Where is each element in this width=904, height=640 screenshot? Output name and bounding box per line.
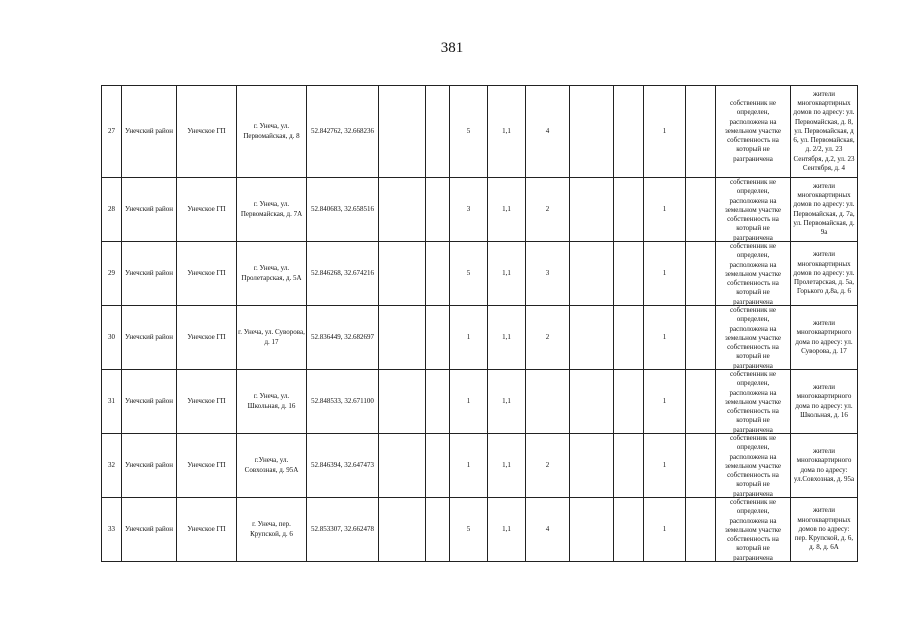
cell-address-text: г. Унеча, ул. Первомайская, д. 8 <box>243 122 300 140</box>
cell-residents-text: жители многоквартирных домов по адресу: ул. Первомайская, д. 8, ул. Первомайская, д 6, ул. Первомайская, д. 2/2, ул. 23 Сентября, д.2, ул. 23 Сентября, д. 4 <box>793 89 855 173</box>
cell-owner <box>716 242 791 306</box>
cell-empty <box>614 306 644 370</box>
cell-quantity <box>644 498 686 562</box>
cell-coordinates-text: 52.836449, 32.682697 <box>311 332 374 341</box>
cell-empty <box>686 370 716 434</box>
cell-settlement-text: Унечское ГП <box>187 268 226 277</box>
cell-coordinates-text: 52.848533, 32.671100 <box>311 396 374 405</box>
cell-area <box>488 434 526 498</box>
cell-container-count-text: 2 <box>545 332 550 341</box>
cell-owner-text: собственник не определен, расположена на земельном участке собственность на который не разграничена <box>724 242 781 305</box>
cell-row-number <box>102 434 122 498</box>
cell-empty <box>426 178 450 242</box>
cell-row-number-text: 28 <box>108 204 115 213</box>
cell-settlement-text: Унечское ГП <box>187 332 226 341</box>
cell-count <box>450 434 488 498</box>
cell-quantity-text: 1 <box>662 332 667 341</box>
cell-settlement <box>177 434 237 498</box>
cell-district <box>122 178 177 242</box>
cell-coordinates <box>307 86 379 178</box>
cell-empty <box>426 434 450 498</box>
cell-empty <box>614 86 644 178</box>
table-row <box>102 242 858 306</box>
cell-address <box>237 498 307 562</box>
cell-address <box>237 86 307 178</box>
cell-coordinates-text: 52.846268, 32.674216 <box>311 268 374 277</box>
cell-owner <box>716 434 791 498</box>
cell-count <box>450 306 488 370</box>
cell-district <box>122 434 177 498</box>
cell-address-text: г. Унеча, пер. Крупской, д. 6 <box>250 520 293 538</box>
cell-count <box>450 498 488 562</box>
cell-count-text: 5 <box>466 524 471 533</box>
cell-empty <box>686 178 716 242</box>
cell-container-count <box>526 178 570 242</box>
cell-district-text: Унечский район <box>125 332 173 341</box>
table-row <box>102 498 858 562</box>
cell-owner-text: собственник не определен, расположена на земельном участке собственность на который не разграничена <box>724 370 781 433</box>
cell-row-number <box>102 242 122 306</box>
cell-settlement <box>177 306 237 370</box>
cell-address-text: г. Унеча, ул. Пролетарская, д. 5А <box>241 264 302 282</box>
cell-count <box>450 242 488 306</box>
cell-row-number <box>102 370 122 434</box>
cell-empty <box>379 434 426 498</box>
cell-coordinates <box>307 306 379 370</box>
cell-residents-text: жители многоквартирного дома по адресу: ул.Совхозная, д. 95а <box>793 446 855 483</box>
cell-residents <box>791 242 858 306</box>
table-row <box>102 178 858 242</box>
cell-row-number <box>102 86 122 178</box>
cell-area <box>488 498 526 562</box>
cell-row-number-text: 32 <box>108 460 115 469</box>
cell-coordinates <box>307 178 379 242</box>
cell-container-count <box>526 434 570 498</box>
cell-row-number-text: 27 <box>108 126 115 135</box>
cell-empty <box>614 370 644 434</box>
cell-address <box>237 306 307 370</box>
cell-area-text: 1,1 <box>502 268 511 277</box>
cell-address <box>237 242 307 306</box>
cell-empty <box>426 306 450 370</box>
cell-residents-text: жители многоквартирных домов по адресу: ул. Первомайская, д. 7а, ул. Первомайская, д. 9а <box>793 181 855 237</box>
cell-empty <box>426 242 450 306</box>
cell-empty <box>379 498 426 562</box>
cell-owner-text: собственник не определен, расположена на земельном участке собственность на который не разграничена <box>724 98 781 163</box>
cell-owner-text: собственник не определен, расположена на земельном участке собственность на который не разграничена <box>724 434 781 497</box>
cell-quantity-text: 1 <box>662 460 667 469</box>
cell-district-text: Унечский район <box>125 396 173 405</box>
cell-area-text: 1,1 <box>502 126 511 135</box>
cell-owner <box>716 306 791 370</box>
cell-count-text: 1 <box>466 460 471 469</box>
cell-district-text: Унечский район <box>125 126 173 135</box>
cell-district <box>122 370 177 434</box>
cell-empty <box>686 242 716 306</box>
cell-row-number-text: 30 <box>108 332 115 341</box>
cell-district <box>122 498 177 562</box>
cell-residents <box>791 178 858 242</box>
cell-row-number-text: 29 <box>108 268 115 277</box>
cell-address <box>237 370 307 434</box>
registry-table <box>101 85 858 562</box>
cell-container-count-text: 3 <box>545 268 550 277</box>
cell-area <box>488 306 526 370</box>
cell-settlement <box>177 86 237 178</box>
cell-residents <box>791 306 858 370</box>
cell-container-count-text: 2 <box>545 460 550 469</box>
cell-address <box>237 178 307 242</box>
cell-row-number <box>102 306 122 370</box>
cell-count <box>450 86 488 178</box>
cell-row-number-text: 33 <box>108 524 115 533</box>
cell-coordinates <box>307 242 379 306</box>
table-row <box>102 86 858 178</box>
cell-district <box>122 86 177 178</box>
cell-count-text: 3 <box>466 204 471 213</box>
cell-district-text: Унечский район <box>125 268 173 277</box>
page-number: 381 <box>440 40 464 56</box>
cell-settlement-text: Унечское ГП <box>187 126 226 135</box>
cell-district <box>122 306 177 370</box>
cell-empty <box>379 306 426 370</box>
cell-empty <box>686 434 716 498</box>
cell-empty <box>686 86 716 178</box>
cell-owner <box>716 370 791 434</box>
cell-owner <box>716 86 791 178</box>
cell-empty <box>570 370 614 434</box>
cell-quantity <box>644 306 686 370</box>
cell-area <box>488 86 526 178</box>
cell-address <box>237 434 307 498</box>
cell-area-text: 1,1 <box>502 524 511 533</box>
cell-area-text: 1,1 <box>502 204 511 213</box>
cell-settlement <box>177 370 237 434</box>
cell-empty <box>614 498 644 562</box>
cell-quantity <box>644 434 686 498</box>
cell-quantity <box>644 242 686 306</box>
cell-address-text: г. Унеча, ул. Школьная, д. 16 <box>247 392 296 410</box>
cell-container-count <box>526 306 570 370</box>
cell-coordinates-text: 52.840683, 32.658516 <box>311 204 374 213</box>
cell-district-text: Унечский район <box>125 460 173 469</box>
cell-coordinates <box>307 498 379 562</box>
cell-quantity-text: 1 <box>662 126 667 135</box>
cell-settlement <box>177 178 237 242</box>
cell-empty <box>614 434 644 498</box>
cell-container-count-text: 2 <box>545 204 550 213</box>
cell-count <box>450 370 488 434</box>
cell-empty <box>426 86 450 178</box>
cell-owner <box>716 498 791 562</box>
registry-rows <box>102 86 858 562</box>
cell-owner-text: собственник не определен, расположена на земельном участке собственность на который не разграничена <box>724 306 781 369</box>
cell-empty <box>570 306 614 370</box>
cell-coordinates-text: 52.853307, 32.662478 <box>311 524 374 533</box>
table-row <box>102 434 858 498</box>
cell-area-text: 1,1 <box>502 396 511 405</box>
cell-quantity <box>644 178 686 242</box>
cell-address-text: г.Унеча, ул. Совхозная, д. 95А <box>244 456 299 474</box>
cell-empty <box>614 242 644 306</box>
cell-area <box>488 242 526 306</box>
cell-container-count-text: 4 <box>545 524 550 533</box>
cell-quantity-text: 1 <box>662 396 667 405</box>
cell-residents-text: жители многоквартирного дома по адресу: ул. Суворова, д. 17 <box>795 318 853 355</box>
cell-address-text: г. Унеча, ул. Первомайская, д. 7А <box>240 200 303 218</box>
cell-container-count <box>526 242 570 306</box>
cell-district-text: Унечский район <box>125 524 173 533</box>
cell-address-text: г. Унеча, ул. Суворова, д. 17 <box>238 328 305 346</box>
cell-container-count <box>526 498 570 562</box>
cell-row-number <box>102 498 122 562</box>
cell-count-text: 5 <box>466 268 471 277</box>
cell-district <box>122 242 177 306</box>
cell-settlement-text: Унечское ГП <box>187 396 226 405</box>
cell-area <box>488 178 526 242</box>
cell-count <box>450 178 488 242</box>
cell-count-text: 1 <box>466 332 471 341</box>
cell-settlement <box>177 498 237 562</box>
cell-empty <box>614 178 644 242</box>
cell-residents <box>791 434 858 498</box>
cell-empty <box>379 242 426 306</box>
cell-empty <box>379 178 426 242</box>
cell-empty <box>686 306 716 370</box>
cell-row-number <box>102 178 122 242</box>
cell-residents-text: жители многоквартирных домов по адресу: пер. Крупской, д. 6, д. 8, д. 6А <box>794 506 854 552</box>
cell-container-count-text: 4 <box>545 126 550 135</box>
cell-empty <box>379 370 426 434</box>
cell-quantity <box>644 86 686 178</box>
cell-coordinates-text: 52.842762, 32.668236 <box>311 126 374 135</box>
cell-row-number-text: 31 <box>108 396 115 405</box>
cell-empty <box>570 242 614 306</box>
cell-empty <box>570 498 614 562</box>
cell-residents <box>791 498 858 562</box>
cell-settlement-text: Унечское ГП <box>187 460 226 469</box>
cell-settlement-text: Унечское ГП <box>187 524 226 533</box>
table-row <box>102 306 858 370</box>
cell-quantity <box>644 370 686 434</box>
cell-owner-text: собственник не определен, расположена на земельном участке собственность на который не разграничена <box>724 498 781 561</box>
cell-container-count <box>526 370 570 434</box>
cell-district-text: Унечский район <box>125 204 173 213</box>
cell-empty <box>379 86 426 178</box>
cell-empty <box>570 434 614 498</box>
cell-coordinates <box>307 434 379 498</box>
cell-settlement-text: Унечское ГП <box>187 204 226 213</box>
cell-residents-text: жители многоквартирного дома по адресу: ул. Школьная, д. 16 <box>795 382 853 419</box>
cell-owner <box>716 178 791 242</box>
cell-empty <box>426 370 450 434</box>
cell-empty <box>570 86 614 178</box>
cell-count-text: 5 <box>466 126 471 135</box>
cell-residents <box>791 86 858 178</box>
cell-container-count <box>526 86 570 178</box>
cell-quantity-text: 1 <box>662 204 667 213</box>
cell-coordinates-text: 52.846394, 32.647473 <box>311 460 374 469</box>
cell-empty <box>570 178 614 242</box>
cell-settlement <box>177 242 237 306</box>
cell-residents <box>791 370 858 434</box>
table-row <box>102 370 858 434</box>
cell-quantity-text: 1 <box>662 268 667 277</box>
cell-empty <box>686 498 716 562</box>
cell-empty <box>426 498 450 562</box>
cell-residents-text: жители многоквартирных домов по адресу: ул. Пролетарская, д. 5а, Горького д.8а, д. 6 <box>793 250 855 296</box>
cell-owner-text: собственник не определен, расположена на земельном участке собственность на который не разграничена <box>724 178 781 241</box>
cell-area-text: 1,1 <box>502 332 511 341</box>
cell-quantity-text: 1 <box>662 524 667 533</box>
cell-area-text: 1,1 <box>502 460 511 469</box>
cell-coordinates <box>307 370 379 434</box>
cell-count-text: 1 <box>466 396 471 405</box>
cell-area <box>488 370 526 434</box>
